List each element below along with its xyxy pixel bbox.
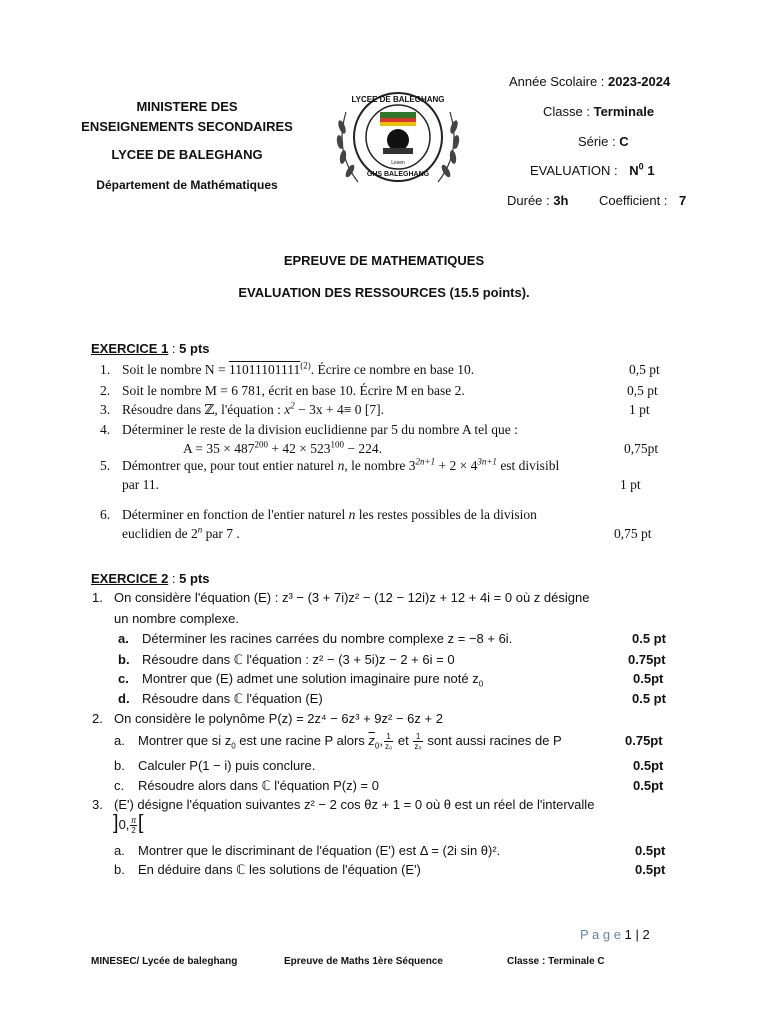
- ex2-q2a-label: a.: [114, 733, 125, 748]
- ex1-q4-line1: Déterminer le reste de la division euclidienne par 5 du nombre A tel que :: [122, 422, 518, 437]
- department-name: Département de Mathématiques: [96, 178, 278, 192]
- evaluation-sup: 0: [638, 161, 644, 172]
- ex2-q2a-text: Montrer que si $z_0$ est une racine P alors $\overline{z}_0$, $\frac{1}{\text{z₀}}$ et $\frac{1}{\text{z₀}}$ sont aussi racines de P: [138, 732, 562, 752]
- ex2-q3a-text: Montrer que le discriminant de l'équation (E') est Δ = (2i sin θ)².: [138, 843, 501, 858]
- footer-left: MINESEC/ Lycée de baleghang: [91, 956, 238, 967]
- ex2-q1: On considère l'équation (E) : z³ − (3 + 7i)z² − (12 − 12i)z + 12 + 4i = 0 où z désigne: [114, 590, 590, 605]
- ex1-q5-exp2: 3n+1: [477, 456, 497, 467]
- ex1-q2-points: 0,5 pt: [627, 383, 658, 398]
- evaluation-number: 1: [647, 163, 655, 178]
- ex1-q4-points: 0,75pt: [624, 441, 659, 456]
- ex2-q2a-frac1: [384, 732, 393, 751]
- ex2-q1c-sub: 0: [478, 679, 484, 689]
- ministry-line1: MINISTERE DES: [136, 99, 238, 114]
- page-number: [580, 927, 650, 942]
- ex2-q1d-points: 0.5 pt: [632, 691, 666, 706]
- ex1-q6-line2a: euclidien de 2: [122, 526, 198, 541]
- ex2-q2a-text-b: est une racine P alors: [235, 733, 369, 748]
- ex1-q5-points: 1 pt: [620, 477, 641, 492]
- ex1-q4-expression: [183, 441, 382, 457]
- logo-motto: Lesen: [391, 160, 405, 166]
- exercise2-heading: [91, 571, 210, 586]
- exercise1-heading: [91, 341, 210, 356]
- exercise2-title: EXERCICE 2: [91, 571, 169, 586]
- duration-info: [507, 193, 568, 208]
- evaluation-info: [530, 163, 655, 178]
- serie-info: [578, 134, 629, 149]
- page-separator: |: [635, 927, 639, 942]
- page-total: 2: [642, 927, 650, 942]
- serie-label: Série :: [578, 134, 616, 149]
- ex2-q2: On considère le polynôme P(z) = 2z⁴ − 6z³ + 9z² − 6z + 2: [114, 711, 443, 726]
- ex1-q6-n: n: [348, 507, 356, 522]
- ex2-q3-interval: ]0, $\frac{\pi}{2}$ [: [113, 812, 144, 836]
- ex1-q1-text-a: Soit le nombre N =: [122, 362, 229, 377]
- ex1-q6-c: les restes possibles de la division: [355, 507, 537, 522]
- ex1-q3-exp: 2: [290, 400, 295, 411]
- logo-top-text: LYCEE DE BALEGHANG: [351, 95, 445, 104]
- ex2-q3b-points: 0.5pt: [635, 862, 666, 877]
- footer-middle: Epreuve de Maths 1ère Séquence: [284, 956, 443, 967]
- ex2-q2a-frac1-num: 1: [386, 732, 391, 742]
- ex2-q2-num: 2.: [92, 711, 103, 726]
- ex2-q1a-points: 0.5 pt: [632, 631, 666, 646]
- ex1-q4-num: 4.: [100, 422, 111, 437]
- class-label: Classe :: [543, 104, 590, 119]
- logo-bottom-text: GHS BALEGHANG: [366, 171, 430, 178]
- ex2-q2b-text: Calculer P(1 − i) puis conclure.: [138, 758, 316, 773]
- evaluation-prefix: N: [629, 163, 639, 178]
- exercise2-sep: :: [168, 571, 180, 586]
- ex1-q3-num: 3.: [100, 402, 111, 417]
- ex2-q2a-frac2-num: 1: [415, 732, 421, 742]
- ex2-q1b-text: Résoudre dans ℂ l'équation : z² − (3 + 5i)z − 2 + 6i = 0: [142, 652, 455, 667]
- ex1-q5-g: est divisibl: [496, 458, 560, 473]
- ex1-q5: [122, 458, 559, 474]
- exercise2-points: 5 pts: [179, 571, 210, 586]
- ex2-q2b-label: b.: [114, 758, 125, 773]
- ex1-q3-var: x: [284, 402, 291, 417]
- ex1-q5-num: 5.: [100, 458, 111, 473]
- school-name: LYCEE DE BALEGHANG: [111, 147, 263, 162]
- ex1-q1-base: (2): [300, 360, 311, 371]
- ex2-q2c-text: Résoudre alors dans ℂ l'équation P(z) = 0: [138, 778, 379, 793]
- ex1-q1-num: 1.: [100, 362, 111, 377]
- exercise1-sep: :: [168, 341, 180, 356]
- ex2-q2a-frac1-den: z₀: [384, 742, 393, 752]
- footer-right: Classe : Terminale C: [507, 956, 605, 967]
- ex2-q1c-text: [142, 671, 483, 689]
- page-current: 1: [624, 927, 632, 942]
- ex2-q1d-label: d.: [118, 691, 130, 706]
- ex2-q3a-label: a.: [114, 843, 125, 858]
- ex2-q2a-et: et: [394, 733, 413, 748]
- ministry-line2: ENSEIGNEMENTS SECONDAIRES: [81, 119, 293, 134]
- ex2-q2a-frac2-den: z₀: [414, 742, 422, 752]
- ex2-q2a-zbar: $\overline{z}$: [368, 733, 375, 748]
- ex2-q3b-text: En déduire dans ℂ les solutions de l'équation (E'): [138, 862, 421, 877]
- class-info: [543, 104, 654, 119]
- duration-label: Durée :: [507, 193, 550, 208]
- ex1-q6-line2c: par 7 .: [202, 526, 240, 541]
- ex1-q4-c: + 42 × 523: [267, 441, 331, 456]
- ex1-q6-num: 6.: [100, 507, 111, 522]
- ex2-q3a-points: 0.5pt: [635, 843, 666, 858]
- ex2-q2a-points: 0.75pt: [625, 733, 663, 748]
- exercise1-title: EXERCICE 1: [91, 341, 169, 356]
- page-label: P a g e: [580, 927, 621, 942]
- ex1-q3-text-b: − 3x + 4≡ 0 [7].: [294, 402, 384, 417]
- ex1-q5-n: n: [337, 458, 345, 473]
- ex2-q3-interval-frac: [130, 816, 136, 835]
- ex1-q5-a: Démontrer que, pour tout entier naturel: [122, 458, 338, 473]
- ex2-q1a-label: a.: [118, 631, 129, 646]
- coefficient-info: [599, 193, 686, 208]
- ex1-q6-line2: [122, 526, 240, 542]
- ex1-q1-points: 0,5 pt: [629, 362, 660, 377]
- ministry-block: [60, 97, 314, 137]
- ex1-q5-line2: par 11.: [122, 477, 159, 492]
- school-logo: [328, 82, 468, 197]
- coefficient-value: 7: [679, 193, 687, 208]
- ex2-q1c-points: 0.5pt: [633, 671, 664, 686]
- ex2-q1c-label: c.: [118, 671, 129, 686]
- ex1-q6-a: Déterminer en fonction de l'entier naturel: [122, 507, 349, 522]
- ex2-q1b-label: b.: [118, 652, 130, 667]
- school-year-value: 2023-2024: [608, 74, 671, 89]
- ex1-q1-text-b: . Écrire ce nombre en base 10.: [310, 362, 475, 377]
- ex2-q1-line2: un nombre complexe.: [114, 611, 240, 626]
- serie-value: C: [619, 134, 629, 149]
- ex2-q3b-label: b.: [114, 862, 125, 877]
- ex2-q3: (E') désigne l'équation suivantes z² − 2 cos θz + 1 = 0 où θ est un réel de l'intervalle: [114, 797, 595, 812]
- coefficient-label: Coefficient :: [599, 193, 668, 208]
- exam-title: EPREUVE DE MATHEMATIQUES: [283, 253, 485, 268]
- school-year: [509, 74, 670, 89]
- ex1-q4-d: 100: [330, 439, 344, 450]
- ex1-q5-c: , le nombre 3: [344, 458, 416, 473]
- ex2-q1b-points: 0.75pt: [628, 652, 666, 667]
- exam-subtitle: EVALUATION DES RESSOURCES (15.5 points).: [238, 285, 530, 300]
- ex1-q4-e: − 224.: [343, 441, 382, 456]
- ex2-q1-num: 1.: [92, 590, 103, 605]
- ex2-q2c-label: c.: [114, 778, 125, 793]
- ex2-q1c-text-a: Montrer que (E) admet une solution imaginaire pure noté z: [142, 671, 479, 686]
- school-year-label: Année Scolaire :: [509, 74, 605, 89]
- ex2-q3-interval-pi: π: [130, 816, 137, 826]
- class-value: Terminale: [593, 104, 655, 119]
- ex1-q1-binary: 11011101111: [228, 362, 301, 377]
- ex2-q2c-points: 0.5pt: [633, 778, 664, 793]
- ex1-q2: Soit le nombre M = 6 781, écrit en base 10. Écrire M en base 2.: [122, 383, 465, 398]
- ex2-q2a-text-a: Montrer que si z: [138, 733, 232, 748]
- ex2-q2a-frac2: [413, 732, 422, 751]
- ex1-q5-exp1: 2n+1: [415, 456, 436, 467]
- duration-value: 3h: [553, 193, 569, 208]
- ex2-q3-interval-2: 2: [131, 826, 136, 836]
- ex1-q6-exp: n: [197, 524, 203, 535]
- ex1-q5-e: + 2 × 4: [435, 458, 478, 473]
- ex2-q2a-text-c: sont aussi racines de P: [423, 733, 562, 748]
- ex1-q3-points: 1 pt: [629, 402, 650, 417]
- ex1-q6: [122, 507, 537, 523]
- ex1-q1: [122, 362, 474, 378]
- ex1-q2-num: 2.: [100, 383, 111, 398]
- ex1-q4-a: A = 35 × 487: [183, 441, 255, 456]
- evaluation-label: EVALUATION :: [530, 163, 618, 178]
- ex1-q3-text-a: Résoudre dans ℤ, l'équation :: [122, 402, 285, 417]
- ex1-q4-b: 200: [254, 439, 268, 450]
- ex2-q1a-text: Déterminer les racines carrées du nombre complexe z = −8 + 6i.: [142, 631, 513, 646]
- ex2-q3-num: 3.: [92, 797, 103, 812]
- ex2-q1d-text: Résoudre dans ℂ l'équation (E): [142, 691, 323, 706]
- ex2-q2b-points: 0.5pt: [633, 758, 664, 773]
- ex2-q2a-zbar-sub: 0: [374, 741, 380, 751]
- exercise1-points: 5 pts: [179, 341, 210, 356]
- ex2-q3-interval-a: 0,: [118, 817, 130, 832]
- ex1-q3: [122, 402, 384, 418]
- ex2-q2a-sub: 0: [231, 741, 236, 751]
- ex1-q6-points: 0,75 pt: [614, 526, 652, 541]
